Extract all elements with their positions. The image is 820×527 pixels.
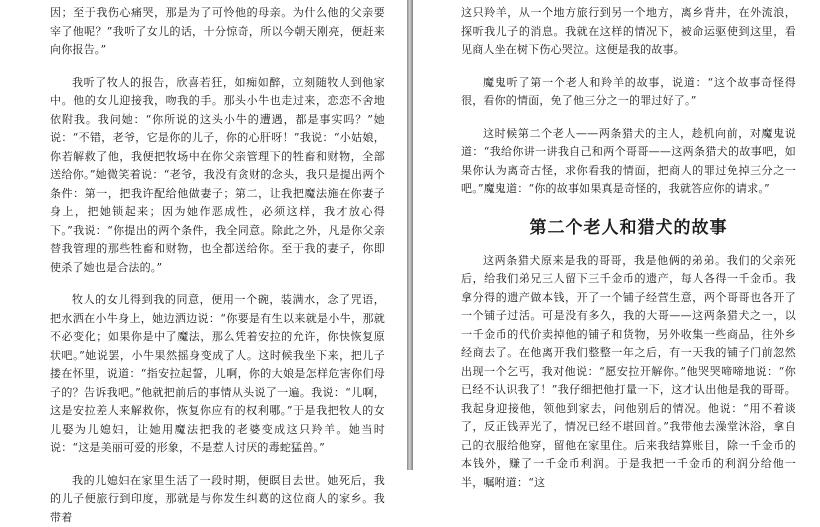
paragraph: 我听了牧人的报告，欣喜若狂，如痴如醉，立刻随牧人到他家中。他的女儿迎接我，吻我的手。那头小牛也走过来，恋恋不舍地依附我。我问她：“你所说的这头小牛的遭遇，都是事实吗？”她说：“不错，老爷，它是你的儿子，你的心肝呀！”我说：“小姑娘，你若解救了他，我便把牧场中在你父亲管理下的牲畜和财物，全部送给你。”她微笑着说：“老爷，我没有贪财的念头，我只是提出两个条件：第一，把我许配给他做妻子；第二，让我把魔法施在你妻子身上，把她锁起来；因为她作恶成性，必须这样，我才放心得下。”我说：“你提出的两个条件，我全同意。除此之外，凡是你父亲替我管理的那些牲畜和财物，也全都送给你。至于我的妻子，你即使杀了她也是合法的。” bbox=[50, 74, 385, 278]
paragraph: 魔鬼听了第一个老人和羚羊的故事，说道：“这个故事奇怪得很，看你的情面，免了他三分之一的罪过好了。” bbox=[461, 74, 796, 111]
paragraph: 我的儿媳妇在家里生活了一段时期，便瞑目去世。她死后，我的儿子便旅行到印度，那就是与你发生纠葛的这位商人的家乡。我带着 bbox=[50, 472, 385, 527]
paragraph: 这时候第二个老人——两条猎犬的主人，趁机向前，对魔鬼说道：“我给你讲一讲我自己和两个哥哥——这两条猎犬的故事吧，如果你认为离奇古怪，求你看我的情面，把商人的罪过免掉三分之一吧。”魔鬼道：“你的故事如果真是奇怪的，我就答应你的请求。” bbox=[461, 125, 796, 199]
right-page bbox=[413, 0, 820, 470]
paragraph: 这两条猎犬原来是我的哥哥，我是他俩的弟弟。我们的父亲死后，给我们弟兄三人留下三千金币的遗产，每人各得一千金币。我拿分得的遗产做本钱，开了一个铺子经营生意，两个哥哥也各开了一个铺子过活。可是没有多久，我的大哥——这两条猎犬之一，以一千金币的代价卖掉他的铺子和货物，另外收集一些商品，往外乡经商去了。在他离开我们整整一年之后，有一天我的铺子门前忽然出现一个乞丐，我对他说：“愿安拉开解你。”他哭哭啼啼地说：“你已经不认识我了！”我仔细把他打量一下，这才认出他是我的哥哥。我起身迎接他，领他到家去，问他别后的情况。他说：“用不着谈了，反正钱弄光了，情况已经不堪回首。”我带他去澡堂沐浴，拿自己的衣服给他穿，留他在家里住。后来我结算账目，除一千金币的本钱外，赚了一千金币利润。于是我把一千金币的利润分给他一半，嘱咐道：“这 bbox=[461, 252, 796, 493]
paragraph: 牧人的女儿得到我的同意，便用一个碗，装满水，念了咒语，把水洒在小牛身上，她边洒边说：“你要是有生以来就是小牛，那就不必变化；如果你是中了魔法，那么凭着安拉的允许，你快恢复原状吧。”她说罢，小牛果然摇身变成了人。这时候我坐下来，把儿子搂在怀里，说道：“指安拉起誓，儿啊，你的大娘是怎样危害你们母子的？告诉我吧。”他就把前后的事情从头说了一遍。我说：“儿啊，这是安拉差人来解救你，恢复你应有的权利哪。”于是我把牧人的女儿娶为儿媳妇，让她用魔法把我的老婆变成这只羚羊。她当时说：“这是美丽可爱的形象，不是惹人讨厌的毒蛇猛兽。” bbox=[50, 291, 385, 458]
left-page bbox=[0, 0, 407, 470]
paragraph: 这只羚羊，从一个地方旅行到另一个地方，离乡背井，在外流浪，探听我儿子的消息。我就在这样的情况下，被命运驱使到这里，看见商人坐在树下伤心哭泣。这便是我的故事。 bbox=[461, 4, 796, 60]
chapter-heading: 第二个老人和猎犬的故事 bbox=[461, 213, 796, 238]
paragraph: 因；至于我伤心痛哭，那是为了可怜他的母亲。为什么他的父亲要宰了他呢？”我听了女儿的话，十分惊奇，所以今朝天刚亮，便赶来向你报告。” bbox=[50, 4, 385, 60]
